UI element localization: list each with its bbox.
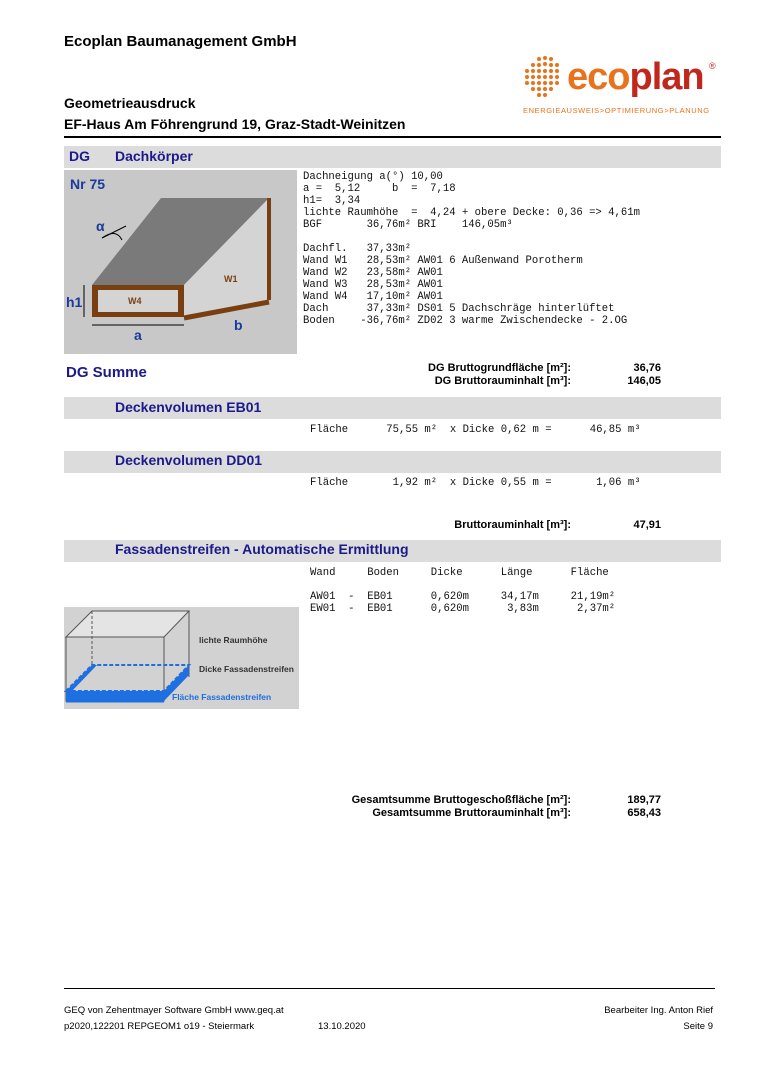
logo-eco-text: eco — [567, 56, 630, 98]
param-line: a = 5,12 b = 7,18 — [303, 183, 456, 195]
footer-editor: Bearbeiter Ing. Anton Rief — [604, 1005, 713, 1016]
param-line: Dachneigung a(°) 10,00 — [303, 171, 443, 183]
dd01-title: Deckenvolumen DD01 — [115, 452, 263, 468]
fassaden-title: Fassadenstreifen - Automatische Ermittlung — [115, 541, 409, 557]
fassaden-header: Wand Boden Dicke Länge Fläche — [310, 567, 609, 579]
eb01-calc: Fläche 75,55 m² x Dicke 0,62 m = 46,85 m³ — [310, 424, 641, 436]
eb01-title: Deckenvolumen EB01 — [115, 399, 262, 415]
fassaden-row: EW01 - EB01 0,620m 3,83m 2,37m² — [310, 603, 616, 615]
element-line: Wand W2 23,58m² AW01 — [303, 267, 443, 279]
fassaden-diagram — [64, 607, 299, 709]
logo-registered: ® — [709, 61, 716, 71]
ecoplan-logo — [519, 55, 719, 117]
param-line: h1= 3,34 — [303, 195, 361, 207]
dd01-calc: Fläche 1,92 m² x Dicke 0,55 m = 1,06 m³ — [310, 477, 641, 489]
element-line: Boden -36,76m² ZD02 3 warme Zwischendecke - 2.OG — [303, 315, 628, 327]
section-title: Dachkörper — [115, 148, 193, 164]
bri-label: Bruttorauminhalt [m³]: — [454, 519, 571, 531]
bri-value: 47,91 — [633, 519, 661, 531]
gesamt-bri-label: Gesamtsumme Bruttorauminhalt [m³]: — [372, 807, 571, 819]
footer-date: 13.10.2020 — [318, 1021, 366, 1032]
fassaden-row: AW01 - EB01 0,620m 34,17m 21,19m² — [310, 591, 616, 603]
diagram-number: Nr 75 — [70, 176, 106, 192]
h1-label: h1 — [66, 294, 83, 310]
label-lichte-raumhoehe: lichte Raumhöhe — [199, 635, 268, 645]
b-label: b — [234, 317, 243, 333]
dg-bri-label: DG Bruttorauminhalt [m³]: — [434, 375, 571, 387]
dg-bgf-value: 36,76 — [633, 362, 661, 374]
gesamt-bri-value: 658,43 — [627, 807, 661, 819]
param-line: BGF 36,76m² BRI 146,05m³ — [303, 219, 513, 231]
w4-label: W4 — [128, 296, 142, 306]
header-rule — [64, 136, 721, 138]
label-flaeche: Fläche Fassadenstreifen — [172, 692, 272, 702]
label-dicke: Dicke Fassadenstreifen — [199, 664, 294, 674]
logo-plan-text: plan — [629, 56, 704, 98]
element-line: Wand W3 28,53m² AW01 — [303, 279, 443, 291]
dach-params — [303, 171, 640, 327]
dg-bri-value: 146,05 — [627, 375, 661, 387]
company-name: Ecoplan Baumanagement GmbH — [64, 33, 297, 50]
gesamt-bgf-value: 189,77 — [627, 794, 661, 806]
footer-page: Seite 9 — [683, 1021, 713, 1032]
element-line: Dach 37,33m² DS01 5 Dachschräge hinterlüftet — [303, 303, 615, 315]
element-line: Dachfl. 37,33m² — [303, 243, 412, 255]
project-title: EF-Haus Am Föhrengrund 19, Graz-Stadt-Weinitzen — [64, 116, 406, 132]
param-line: lichte Raumhöhe = 4,24 + obere Decke: 0,36 => 4,61m — [303, 207, 640, 219]
dachkoerper-diagram — [64, 170, 297, 354]
gesamt-bgf-label: Gesamtsumme Bruttogeschoßfläche [m²]: — [351, 794, 571, 806]
footer-rule — [64, 988, 715, 989]
a-label: a — [134, 327, 142, 343]
section-floor: DG — [69, 148, 90, 164]
fassaden-table — [310, 567, 615, 615]
dg-bgf-label: DG Bruttogrundfläche [m²]: — [428, 362, 571, 374]
element-line: Wand W1 28,53m² AW01 6 Außenwand Porotherm — [303, 255, 583, 267]
alpha-label: α — [96, 218, 105, 234]
element-line: Wand W4 17,10m² AW01 — [303, 291, 443, 303]
footer-file: p2020,122201 REPGEOM1 o19 - Steiermark — [64, 1021, 255, 1032]
logo-tagline: ENERGIEAUSWEIS>OPTIMIERUNG>PLANUNG — [523, 106, 710, 115]
w1-label: W1 — [224, 274, 238, 284]
doc-title: Geometrieausdruck — [64, 95, 196, 111]
dg-summe-label: DG Summe — [66, 364, 147, 381]
footer-software: GEQ von Zehentmayer Software GmbH www.geq.at — [64, 1005, 284, 1016]
